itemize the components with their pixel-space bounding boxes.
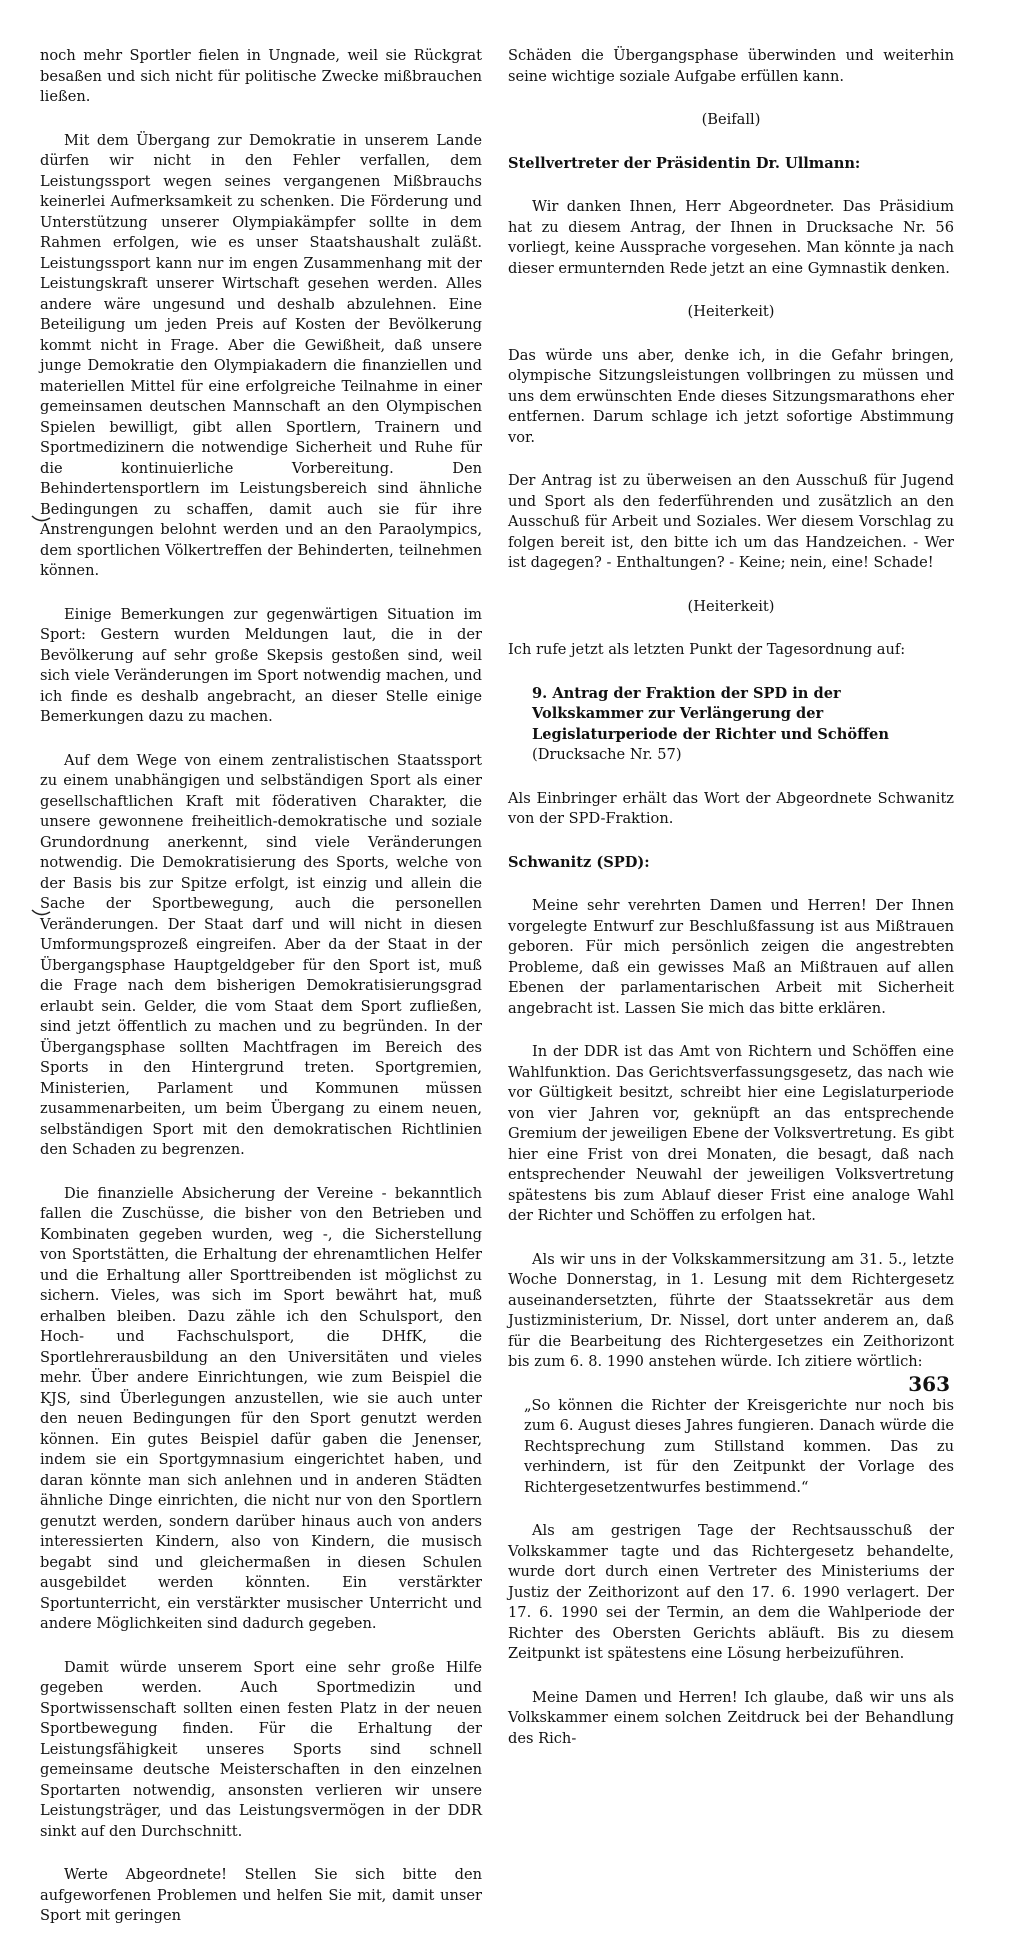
paragraph: Meine Damen und Herren! Ich glaube, daß wir uns als Volkskammer einem solchen Zeitdruck bei der Behandlung des Rich- (508, 1688, 954, 1747)
paragraph: Werte Abgeordnete! Stellen Sie sich bitte den aufgeworfenen Problemen und helfen Sie mit, damit unser Sport mit geringen (40, 1866, 482, 1924)
paragraph: Der Antrag ist zu überweisen an den Ausschuß für Jugend und Sport als den federführenden und zusätzlich an den Ausschuß für Arbeit und Soziales. Wer diesem Vorschlag zu folgen bereit ist, den bitte ich um das Handzeichen. - Wer ist dagegen? - Enthaltungen? - Keine; nein, eine! Schade! (508, 472, 954, 571)
left-column (40, 46, 482, 1950)
stage-direction: (Beifall) (701, 111, 761, 128)
paragraph: Ich rufe jetzt als letzten Punkt der Tagesordnung auf: (508, 641, 906, 658)
paragraph: Meine sehr verehrten Damen und Herren! Der Ihnen vorgelegte Entwurf zur Beschlußfassung ist aus Mißtrauen geboren. Für mich persönlich zeigen die angestrebten Probleme, daß ein gewisses Maß an Mißtrauen auf allen Ebenen der parlamentarischen Arbeit mit Sicherheit angebracht ist. Lassen Sie mich das bitte erklären. (508, 897, 954, 1017)
quotation: „So können die Richter der Kreisgerichte nur noch bis zum 6. August dieses Jahres fungieren. Danach würde die Rechtsprechung zum Stillstand kommen. Das zu verhindern, ist für den Zeitpunkt der Vorlage des Richtergesetzentwurfes bestimmend.“ (524, 1396, 954, 1496)
right-column (508, 46, 954, 1772)
paragraph: Die finanzielle Absicherung der Vereine - bekanntlich fallen die Zuschüsse, die bisher von den Betrieben und Kombinaten gegeben wurden, weg -, die Sicherstellung von Sportstätten, die Erhaltung der ehrenamtlichen Helfer und die Erhaltung aller Sporttreibenden ist möglichst zu sichern. Vieles, was sich im Sport bewährt hat, muß erhalben bleiben. Dazu zähle ich den Schulsport, den Hoch- und Fachschulsport, die DHfK, die Sportlehrerausbildung an den Universitäten und vieles mehr. Über andere Einrichtungen, wie zum Beispiel die KJS, sind Überlegungen anzustellen, wie sie auch unter den neuen Bedingungen für den Sport genutzt werden können. Ein gutes Beispiel dafür gaben die Jenenser, indem sie ein Sportgymnasium eingerichtet haben, und daran könnte man sich anlehnen und in anderen Städten ähnliche Dinge einrichten, die nicht nur von den Sportlern genutzt werden, sondern darüber hinaus auch von anders interessierten Kindern, also von Kindern, die musisch begabt sind und gleichermaßen in diesen Schulen ausgebildet werden könnten. Ein verstärkter Sportunterricht, ein verstärkter musischer Unterricht und andere Möglichkeiten sind dadurch gegeben. (40, 1184, 482, 1632)
paragraph: Damit würde unserem Sport eine sehr große Hilfe gegeben werden. Auch Sportmedizin und Sportwissenschaft sollten einen festen Platz in der neuen Sportbewegung finden. Für die Erhaltung der Leistungsfähigkeit unseres Sports sind schnell gemeinsame deutsche Meisterschaften in den einzelnen Sportarten notwendig, ansonsten verlieren wir unsere Leistungsträger, und das Leistungsvermögen in der DDR sinkt auf den Durchschnitt. (40, 1658, 482, 1840)
stage-direction: (Heiterkeit) (687, 597, 775, 615)
page-number: 363 (908, 1372, 950, 1396)
margin-mark (30, 906, 52, 920)
paragraph: Schäden die Übergangsphase überwinden und weiterhin seine wichtige soziale Aufgabe erfüllen kann. (508, 47, 954, 85)
speaker-heading: Stellvertreter der Präsidentin Dr. Ullmann: (508, 154, 861, 172)
speaker-heading: Schwanitz (SPD): (508, 853, 650, 871)
paragraph: Als wir uns in der Volkskammersitzung am 31. 5., letzte Woche Donnerstag, in 1. Lesung mit dem Richtergesetz auseinandersetzten, führte der Staatssekretär aus dem Justizministerium, Dr. Nissel, dort unter anderem an, daß für die Bearbeitung des Richtergesetzes ein Zeithorizont bis zum 6. 8. 1990 anstehen würde. Ich zitiere wörtlich: (508, 1250, 954, 1370)
paragraph: In der DDR ist das Amt von Richtern und Schöffen eine Wahlfunktion. Das Gerichtsverfassungsgesetz, das nach wie vor Gültigkeit besitzt, schreibt hier eine Legislaturperiode von vier Jahren vor, geknüpft an das entsprechende Gremium der jeweiligen Ebene der Volksvertretung. Es gibt hier eine Frist von drei Monaten, die besagt, daß nach entsprechender Neuwahl der jeweiligen Volksvertretung spätestens bis zum Ablauf dieser Frist eine analoge Wahl der Richter und Schöffen zu erfolgen hat. (508, 1043, 954, 1224)
agenda-item (532, 684, 954, 766)
paragraph: Mit dem Übergang zur Demokratie in unserem Lande dürfen wir nicht in den Fehler verfallen, dem Leistungssport wegen seines vergangenen Mißbrauchs keinerlei Aufmerksamkeit zu schenken. Die Förderung und Unterstützung unserer Olympiakämpfer sollte in dem Rahmen erfolgen, wie es unser Staatshaushalt zuläßt. Leistungssport kann nur im engen Zusammenhang mit der Leistungskraft unserer Wirtschaft gesehen werden. Alles andere wäre ungesund und deshalb abzulehnen. Eine Beteiligung um jeden Preis auf Kosten der Bevölkerung kommt nicht in Frage. Aber die Gewißheit, daß unsere junge Demokratie den Olympiakadern die finanziellen und materiellen Mittel für eine erfolgreiche Teilnahme in einer gemeinsamen deutschen Mannschaft an den Olympischen Spielen bewilligt, gibt allen Sportlern, Trainern und Sportmedizinern die notwendige Sicherheit und Ruhe für die kontinuierliche Vorbereitung. Den Behindertensportlern im Leistungsbereich sind ähnliche Bedingungen zu schaffen, damit auch sie für ihre Anstrengungen belohnt werden und an den Paraolympics, dem sportlichen Völkertreffen der Behinderten, teilnehmen können. (40, 131, 482, 579)
stage-direction: (Heiterkeit) (687, 303, 775, 320)
paragraph: Das würde uns aber, denke ich, in die Gefahr bringen, olympische Sitzungsleistungen vollbringen zu müssen und uns dem erwünschten Ende dieses Sitzungsmarathons eher entfernen. Darum schlage ich jetzt sofortige Abstimmung vor. (508, 346, 954, 446)
paragraph: Als Einbringer erhält das Wort der Abgeordnete Schwanitz von der SPD-Fraktion. (508, 789, 954, 827)
paragraph: noch mehr Sportler fielen in Ungnade, weil sie Rückgrat besaßen und sich nicht für politische Zwecke mißbrauchen ließen. (40, 47, 482, 105)
margin-mark (30, 512, 52, 526)
paragraph: Auf dem Wege von einem zentralistischen Staatssport zu einem unabhängigen und selbständigen Sport als einer gesellschaftlichen Kraft mit föderativen Charakter, die unsere gewonnene freiheitlich-demokratische und soziale Grundordnung anerkennt, sind viele Veränderungen notwendig. Die Demokratisierung des Sports, welche von der Basis bis zur Spitze erfolgt, ist einzig und allein die Sache der Sportbewegung, auch die personellen Veränderungen. Der Staat darf und will nicht in diesen Umformungsprozeß eingreifen. Aber da der Staat in der Übergangsphase Hauptgeldgeber für den Sport ist, muß die Frage nach dem bisherigen Demokratisierungsgrad erlaubt sein. Gelder, die vom Staat dem Sport zufließen, sind jetzt öffentlich zu machen und zu begründen. In der Übergangsphase sollten Machtfragen im Bereich des Sports in den Hintergrund treten. Sportgremien, Ministerien, Parlament und Kommunen müssen zusammenarbeiten, um beim Übergang zu einem neuen, selbständigen Sport mit den demokratischen Richtlinien den Schaden zu begrenzen. (40, 751, 482, 1158)
agenda-reference: (Drucksache Nr. 57) (532, 746, 682, 763)
paragraph: Einige Bemerkungen zur gegenwärtigen Situation im Sport: Gestern wurden Meldungen laut, die in der Bevölkerung auf sehr große Skepsis gestoßen sind, weil sich viele Veränderungen im Sport notwendig machen, und ich finde es deshalb angebracht, an dieser Stelle einige Bemerkungen dazu zu machen. (40, 605, 482, 725)
paragraph: Wir danken Ihnen, Herr Abgeordneter. Das Präsidium hat zu diesem Antrag, der Ihnen in Drucksache Nr. 56 vorliegt, keine Aussprache vorgesehen. Man könnte ja nach dieser ermunternden Rede jetzt an eine Gymnastik denken. (508, 198, 954, 277)
agenda-title: 9. Antrag der Fraktion der SPD in der Volkskammer zur Verlängerung der Legislaturperiode der Richter und Schöffen (532, 684, 889, 743)
paragraph: Als am gestrigen Tage der Rechtsausschuß der Volkskammer tagte und das Richtergesetz behandelte, wurde dort durch einen Vertreter des Ministeriums der Justiz der Zeithorizont auf den 17. 6. 1990 verlagert. Der 17. 6. 1990 sei der Termin, an dem die Wahlperiode der Richter des Obersten Gerichts abläuft. Bis zu diesem Zeitpunkt ist spätestens eine Lösung herbeizuführen. (508, 1522, 954, 1662)
